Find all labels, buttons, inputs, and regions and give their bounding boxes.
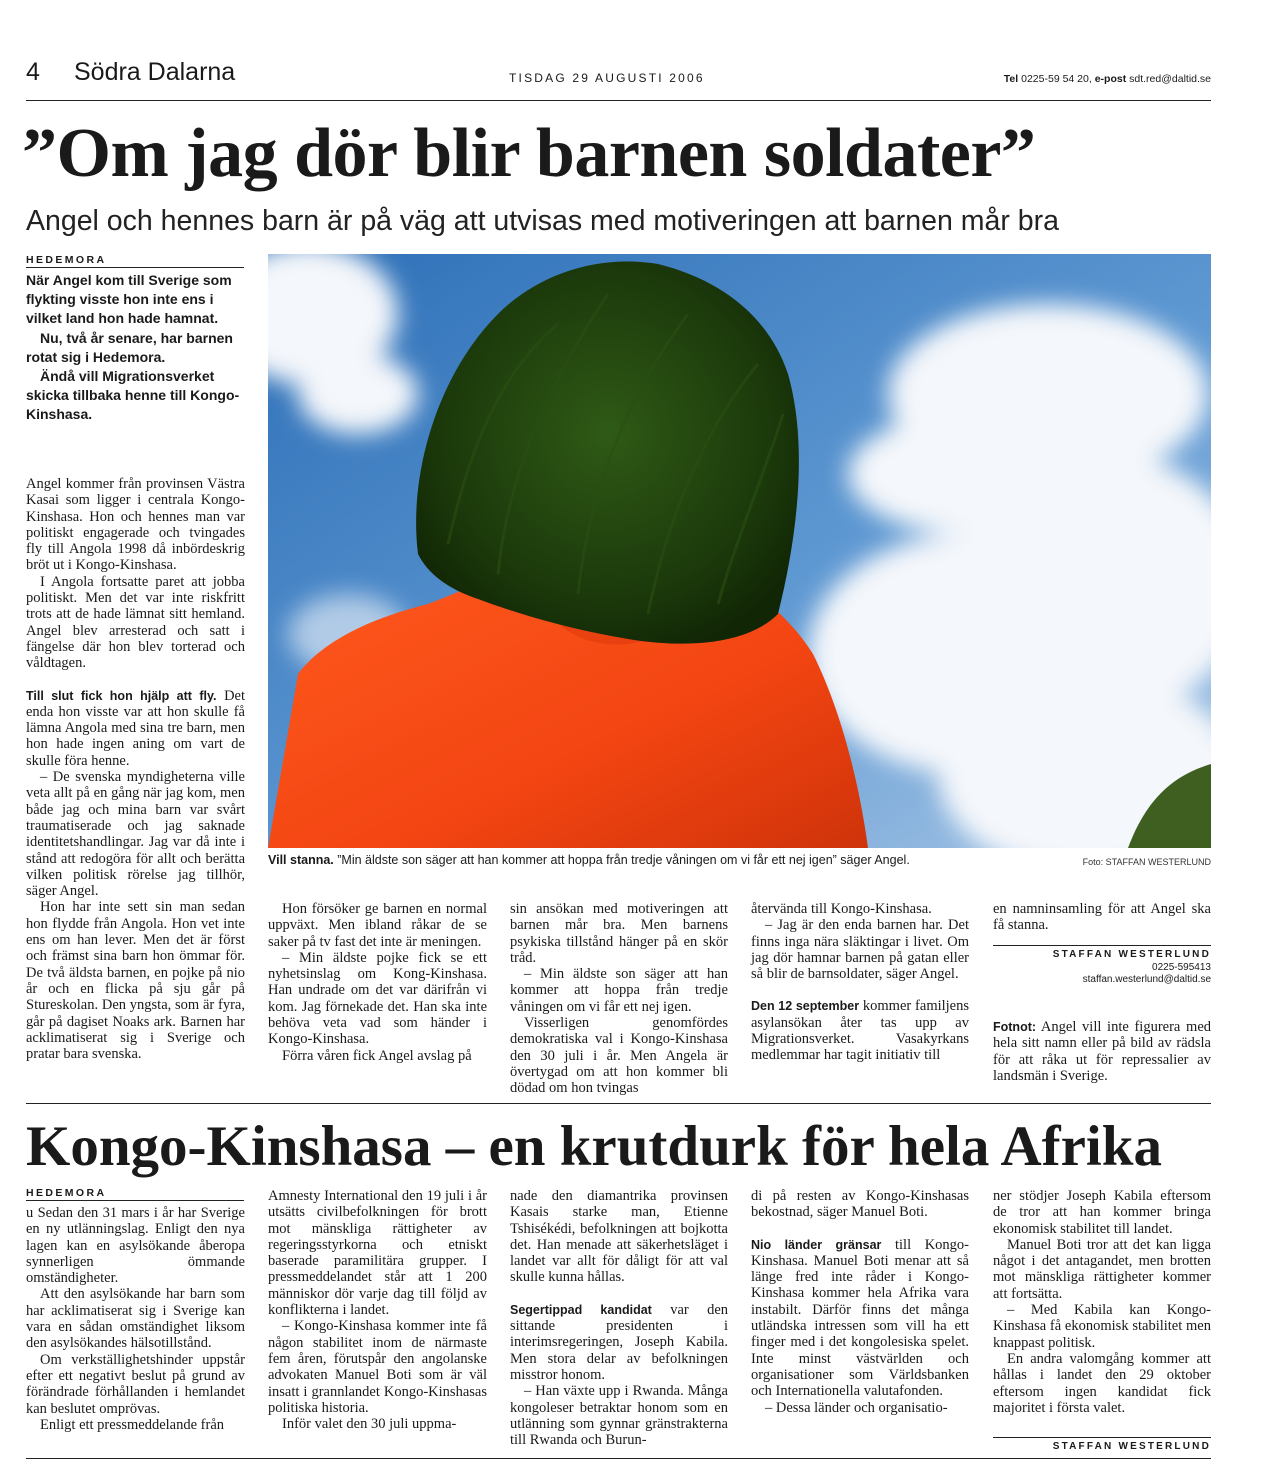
issue-date: TISDAG 29 AUGUSTI 2006 <box>509 71 705 85</box>
article1-ingress <box>26 271 242 425</box>
body-paragraph: di på resten av Kongo-Kinshasas bekostnad, säger Manuel Boti. <box>751 1188 969 1221</box>
tel-label: Tel <box>1003 73 1019 85</box>
dateline-rule <box>26 267 244 268</box>
body-text: kommer familjens asylansökan åter tas upp av Migrationsverket. Vasakyrkans medlemmar har tagit initiativ till <box>751 998 970 1064</box>
body-paragraph: – Han växte upp i Rwanda. Många kongoleser betraktar honom som en utlänning som gynnar gränstrakterna till Rwanda och Burun- <box>510 1383 728 1449</box>
subhead-lead: Den 12 september <box>751 999 860 1014</box>
subhead-lead: Segertippad kandidat <box>510 1302 652 1317</box>
caption-text: ”Min äldste son säger att han kommer att hoppa från tredje våningen om vi får ett nej igen” säger Angel. <box>337 853 910 867</box>
article2-column-2 <box>268 1188 487 1432</box>
ingress-paragraph: Ändå vill Migrationsverket skicka tillbaka henne till Kongo-Kinshasa. <box>26 368 240 423</box>
article2-column-3 <box>510 1188 728 1448</box>
footnote-label: Fotnot: <box>993 1020 1037 1034</box>
body-paragraph: Visserligen genomfördes demokratiska val i Kongo-Kinshasa den 30 juli i år. Men Angela är övertygad om att hon kommer bli dödad om hon tvingas <box>510 1015 728 1097</box>
caption-lead: Vill stanna. <box>268 853 334 867</box>
body-paragraph <box>751 1237 969 1400</box>
body-paragraph <box>510 1302 728 1383</box>
article2-dateline: HEDEMORA <box>26 1187 107 1199</box>
bottom-rule <box>26 1458 1211 1459</box>
article2-headline: Kongo-Kinshasa – en krutdurk för hela Afrika <box>26 1115 1162 1178</box>
article1-column-2 <box>268 901 487 1064</box>
article2-byline: STAFFAN WESTERLUND <box>1052 1441 1211 1452</box>
article1-dateline: HEDEMORA <box>26 254 107 266</box>
body-paragraph: Manuel Boti tror att det kan ligga något i det antagandet, men brotten mot mänskliga rättigheter kommer att fortsätta. <box>993 1236 1211 1302</box>
masthead-rule <box>26 100 1211 101</box>
contact-info <box>1004 73 1211 85</box>
article1-column-4 <box>751 901 969 1064</box>
article2-column-1 <box>26 1205 245 1433</box>
body-paragraph: – Med Kabila kan Kongo-Kinshasa få ekonomisk stabilitet men knappast politisk. <box>993 1302 1211 1351</box>
body-paragraph: – Kongo-Kinshasa kommer inte få någon stabilitet inom de närmaste fem åren, förutspår den angolanske advokaten Manuel Boti som är väl insatt i grannlandet Kongo-Kinshasas politiska historia. <box>268 1318 487 1416</box>
footnote-text: Angel vill inte figurera med hela sitt namn eller på bild av rädsla för att råka ut för repressalier av landsmän i Sverige. <box>993 1019 1211 1084</box>
byline-phone: 0225-595413 <box>1152 962 1211 973</box>
section-divider <box>26 1103 1211 1104</box>
section-name: Södra Dalarna <box>74 58 236 86</box>
body-text: var den sittande presidenten i interimsregeringen, Joseph Kabila. Men stora delar av befolkningen misstror honom. <box>510 1301 729 1383</box>
page-number: 4 <box>26 58 40 86</box>
article2-column-4 <box>751 1188 969 1416</box>
tel-value: 0225-59 54 20, <box>1021 73 1092 85</box>
body-text: till Kongo-Kinshasa. Manuel Boti menar att så länge fred inte råder i Kongo-Kinshasa kommer hela Afrika vara instabilt. Därför finns det många utländska intressen som vill ha ett finger med i det kongolesiska spelet. Inte minst västvärlden och organisationer som Världsbanken och Internationella valutafonden. <box>751 1236 969 1400</box>
body-paragraph: ner stödjer Joseph Kabila eftersom de tror att han kommer bringa ekonomisk stabilitet till landet. <box>993 1188 1211 1237</box>
body-paragraph: en namninsamling för att Angel ska få stanna. <box>993 901 1211 934</box>
body-paragraph: – Min äldste son säger att han kommer att hoppa från tredje våningen om vi får ett nej igen. <box>510 966 728 1015</box>
article1-headline: ”Om jag dör blir barnen soldater” <box>22 115 1036 192</box>
article1-photo <box>268 254 1211 848</box>
photo-caption <box>268 853 1028 867</box>
ingress-paragraph: När Angel kom till Sverige som flykting visste hon inte ens i vilket land hon hade hamnat. <box>26 272 232 327</box>
dateline-rule <box>26 1200 244 1201</box>
byline-rule <box>993 945 1211 946</box>
body-paragraph: nade den diamantrika provinsen Kasais starke man, Etienne Tshisékédi, befolkningen att bojkotta det. Han menade att säkerhetsläget i landet var allt för dåligt för att val skulle kunna hållas. <box>510 1188 728 1286</box>
epost-label: e-post <box>1094 73 1127 85</box>
epost-value: sdt.red@daltid.se <box>1129 73 1211 85</box>
body-paragraph <box>26 688 245 769</box>
body-paragraph: – De svenska myndigheterna ville veta allt på en gång när jag kom, men både jag och mina barn var svårt traumatiserade och jag saknade identitetshandlingar. Jag var då inte i stånd att redogöra för allt och berätta vilken politisk rörelse jag tillhör, säger Angel. <box>26 769 245 900</box>
article1-subheadline: Angel och hennes barn är på väg att utvisas med motiveringen att barnen mår bra <box>26 205 1059 237</box>
footnote-paragraph <box>993 1019 1211 1084</box>
body-paragraph: – Jag är den enda barnen har. Det finns inga nära släktingar i livet. Om jag dör hamnar barnen på gatan eller så blir de barnsoldater, säger Angel. <box>751 917 969 983</box>
photo-credit: Foto: STAFFAN WESTERLUND <box>1082 857 1211 867</box>
article1-byline: STAFFAN WESTERLUND <box>1052 949 1211 960</box>
subhead-lead: Nio länder gränsar <box>751 1237 882 1252</box>
body-paragraph: sin ansökan med motiveringen att barnen mår bra. Men barnens psykiska tillstånd hänger på en skör tråd. <box>510 901 728 966</box>
body-paragraph <box>751 998 969 1063</box>
article1-column-5 <box>993 901 1211 934</box>
footnote <box>993 1019 1211 1084</box>
body-paragraph: En andra valomgång kommer att hållas i landet den 29 oktober eftersom ingen kandidat fick majoritet i första valet. <box>993 1350 1211 1416</box>
body-paragraph: – Min äldste pojke fick se ett nyhetsinslag om Kong-Kinshasa. Han undrade om det var därifrån vi kom. Jag förnekade det. Han ska inte behöva veta vad som händer i Kongo-Kinshasa. <box>268 949 487 1048</box>
body-paragraph: Att den asylsökande har barn som har acklimatiserat sig i Sverige kan vara en sådan omständighet liksom den asylsökandes hälsotillstånd. <box>26 1286 245 1352</box>
body-paragraph: u Sedan den 31 mars i år har Sverige en ny utlänningslag. Enligt den nya lagen kan en asylsökande åberopa synnerligen ömmande omständigheter. <box>26 1205 245 1287</box>
subhead-lead: Till slut fick hon hjälp att fly. <box>26 688 217 703</box>
byline-rule <box>993 1437 1211 1438</box>
article2-column-5 <box>993 1188 1211 1416</box>
body-paragraph: Om verkställighetshinder uppstår efter ett negativt beslut på grund av förändrade förhållanden i hemlandet kan beslutet omprövas. <box>26 1351 245 1417</box>
photo-image <box>268 254 1211 848</box>
article1-column-1 <box>26 476 245 1062</box>
body-paragraph: – Dessa länder och organisatio- <box>765 1399 948 1416</box>
body-paragraph: Inför valet den 30 juli uppma- <box>282 1416 457 1433</box>
article1-column-3 <box>510 901 728 1097</box>
body-text: Det enda hon visste var att hon skulle få lämna Angola med sina tre barn, men hon hade ingen aning om vart de skulle föra henne. <box>26 687 245 769</box>
ingress-paragraph: Nu, två år senare, har barnen rotat sig i Hedemora. <box>26 329 233 365</box>
body-paragraph: Förra våren fick Angel avslag på <box>282 1047 472 1064</box>
body-paragraph: Hon har inte sett sin man sedan hon flydde från Angola. Hon vet inte ens om han lever. Men det är först och främst sina barn hon ömmar för. De två äldsta barnen, en pojke på nio år och en flicka på sju går på Stureskolan. Den yngsta, som är fyra, går på dagiset Noaks ark. Barnen har acklimatiserat sig i Sverige och pratar bara svenska. <box>26 899 245 1063</box>
body-paragraph: I Angola fortsatte paret att jobba politiskt. Men det var inte riskfritt trots att de hade lämnat sitt hemland. Angel blev arresterad och satt i fängelse där hon blev torterad och våldtagen. <box>26 573 245 672</box>
body-paragraph: Enligt ett pressmeddelande från <box>40 1416 225 1433</box>
byline-email: staffan.westerlund@daltid.se <box>1082 974 1211 985</box>
body-paragraph: Hon försöker ge barnen en normal uppväxt. Men ibland råkar de se saker på tv fast det inte är meningen. <box>268 901 487 950</box>
body-paragraph: återvända till Kongo-Kinshasa. <box>751 901 932 917</box>
body-paragraph: Amnesty International den 19 juli i år utsätts civilbefolkningen för brott mot mänskliga rättigheter av regeringsstyrkorna och etniskt baserade paramilitära grupper. I pressmeddelandet står att 1 200 människor dör varje dag till följd av konflikterna i landet. <box>268 1188 487 1319</box>
body-paragraph: Angel kommer från provinsen Västra Kasai som ligger i centrala Kongo-Kinshasa. Hon och hennes man var politiskt engagerade och tvingades fly till Angola 1998 då inbördeskrig bröt ut i Kongo-Kinshasa. <box>26 476 245 574</box>
